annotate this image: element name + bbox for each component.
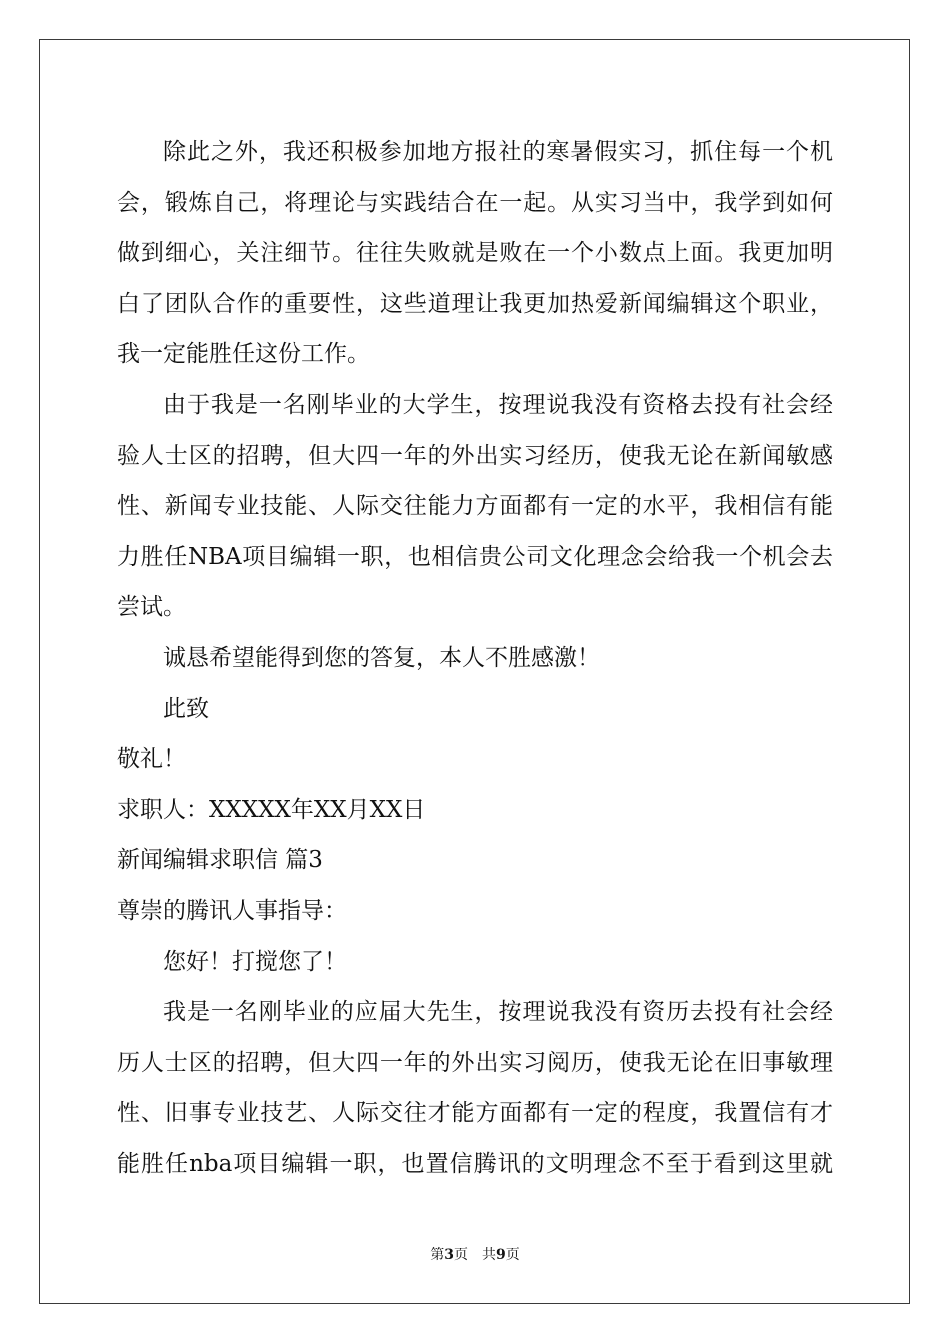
footer-middle: 页 共: [454, 1247, 496, 1263]
text-line: 我一定能胜任这份工作。: [117, 341, 370, 368]
text-line: 会，锻炼自己，将理论与实践结合在一起。从实习当中，我学到如何: [117, 189, 833, 216]
letter-body: [117, 127, 833, 1189]
text-line: 能胜任nba项目编辑一职，也置信腾讯的文明理念不至于看到这里就: [117, 1150, 833, 1177]
text-line: 历人士区的招聘，但大四一年的外出实习阅历，使我无论在旧事敏理: [117, 1049, 833, 1076]
text-line: 验人士区的招聘，但大四一年的外出实习经历，使我无论在新闻敏感: [117, 442, 833, 469]
text-line: 新闻编辑求职信 篇3: [117, 847, 323, 874]
total-pages-number: 9: [496, 1247, 506, 1263]
text-line: 此致: [163, 695, 209, 722]
current-page-number: 3: [444, 1247, 454, 1263]
text-line: 白了团队合作的重要性，这些道理让我更加热爱新闻编辑这个职业，: [117, 290, 833, 317]
footer-suffix: 页: [505, 1247, 520, 1263]
text-line: 敬礼！: [117, 746, 186, 773]
text-line: 诚恳希望能得到您的答复，本人不胜感激！: [163, 644, 600, 671]
text-line: 尊崇的腾讯人事指导：: [117, 897, 347, 924]
text-line: 求职人：XXXXX年XX月XX日: [117, 796, 426, 823]
text-line: 由于我是一名刚毕业的大学生，按理说我没有资格去投有社会经: [163, 391, 833, 418]
text-line: 尝试。: [117, 594, 186, 621]
text-line: 性、新闻专业技能、人际交往能力方面都有一定的水平，我相信有能: [117, 493, 833, 520]
text-line: 力胜任NBA项目编辑一职，也相信贵公司文化理念会给我一个机会去: [117, 543, 833, 570]
text-line: 做到细心，关注细节。往往失败就是败在一个小数点上面。我更加明: [117, 240, 833, 267]
text-line: 我是一名刚毕业的应届大先生，按理说我没有资历去投有社会经: [163, 999, 833, 1026]
footer-prefix: 第: [430, 1247, 445, 1263]
text-line: 您好！打搅您了！: [163, 948, 347, 975]
text-line: 性、旧事专业技艺、人际交往才能方面都有一定的程度，我置信有才: [117, 1100, 833, 1127]
page-footer: [0, 1244, 950, 1264]
text-line: 除此之外，我还积极参加地方报社的寒暑假实习，抓住每一个机: [163, 139, 833, 165]
